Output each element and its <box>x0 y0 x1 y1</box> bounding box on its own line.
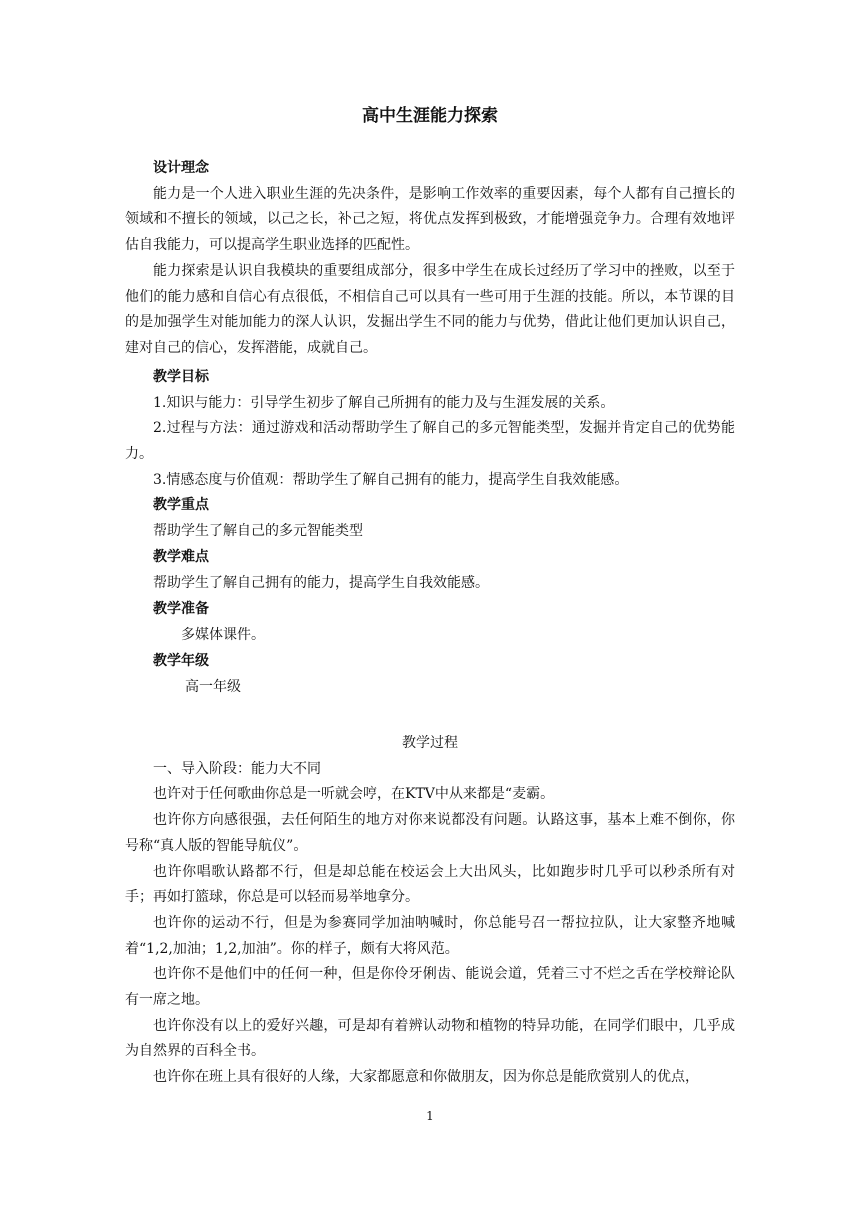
document-title: 高中生涯能力探索 <box>362 106 498 126</box>
grade-heading: 教学年级 <box>153 653 209 669</box>
difficulty-section <box>125 545 735 596</box>
prep-section <box>125 597 735 648</box>
key-heading: 教学重点 <box>153 497 209 513</box>
goals-heading: 教学目标 <box>153 369 209 385</box>
key-section <box>125 493 735 544</box>
prep-text: 多媒体课件。 <box>181 626 265 643</box>
prep-heading: 教学准备 <box>153 601 209 617</box>
process-section <box>125 731 735 1091</box>
difficulty-text: 帮助学生了解自己拥有的能力，提高学生自我效能感。 <box>153 574 489 591</box>
process-paragraph: 也许你不是他们中的任何一种，但是你伶牙俐齿、能说会道，凭着三寸不烂之舌在学校辩论队有一席之地。 <box>125 966 735 1009</box>
page-number: 1 <box>426 1109 434 1123</box>
stage-1-heading: 一、导入阶段：能力大不同 <box>153 760 321 777</box>
process-paragraph: 也许你在班上具有很好的人缘，大家都愿意和你做朋友，因为你总是能欣赏别人的优点， <box>153 1069 699 1086</box>
design-paragraph-2: 能力探索是认识自我模块的重要组成部分，很多中学生在成长过经历了学习中的挫败，以至于他们的能力感和自信心有点很低，不相信自己可以具有一些可用于生涯的技能。所以，本节课的目的是加强学生对能加能力的深人认识，发掘出学生不同的能力与优势，借此让他们更加认识自己，建对自己的信心，发挥潜能，成就自己。 <box>125 262 735 356</box>
goal-1: 1.知识与能力：引导学生初步了解自己所拥有的能力及与生涯发展的关系。 <box>153 394 615 411</box>
key-text: 帮助学生了解自己的多元智能类型 <box>153 522 363 539</box>
design-heading: 设计理念 <box>153 160 209 176</box>
process-paragraph: 也许你没有以上的爱好兴趣，可是却有着辨认动物和植物的特异功能，在同学们眼中，几乎成为自然界的百科全书。 <box>125 1017 735 1060</box>
design-section <box>125 156 735 362</box>
process-paragraph: 也许对于任何歌曲你总是一听就会哼，在KTV中从来都是“麦霸。 <box>153 786 555 803</box>
process-heading: 教学过程 <box>402 735 458 751</box>
goal-2: 2.过程与方法：通过游戏和活动帮助学生了解自己的多元智能类型，发掘并肯定自己的优势能力。 <box>125 420 735 463</box>
difficulty-heading: 教学难点 <box>153 549 209 565</box>
process-paragraph: 也许你方向感很强，去任何陌生的地方对你来说都没有问题。认路这事，基本上难不倒你，你号称“真人版的智能导航仪”。 <box>125 812 735 854</box>
process-paragraph: 也许你的运动不行，但是为参赛同学加油呐喊时，你总能号召一帮拉拉队，让大家整齐地喊着“1,2,加油；1,2,加油”。你的样子，颇有大将风范。 <box>125 914 735 957</box>
process-paragraph: 也许你唱歌认路都不行，但是却总能在校运会上大出风头，比如跑步时几乎可以秒杀所有对手；再如打篮球，你总是可以轻而易举地拿分。 <box>125 863 735 906</box>
grade-text: 高一年级 <box>185 678 241 695</box>
goals-section <box>125 365 735 494</box>
goal-3: 3.情感态度与价值观：帮助学生了解自己拥有的能力，提高学生自我效能感。 <box>153 471 629 488</box>
grade-section <box>125 649 735 700</box>
design-paragraph-1: 能力是一个人进入职业生涯的先决条件，是影响工作效率的重要因素，每个人都有自己擅长的领域和不擅长的领域，以己之长，补己之短，将优点发挥到极致，才能增强竞争力。合理有效地评估自我能力，可以提高学生职业选择的匹配性。 <box>125 185 735 254</box>
